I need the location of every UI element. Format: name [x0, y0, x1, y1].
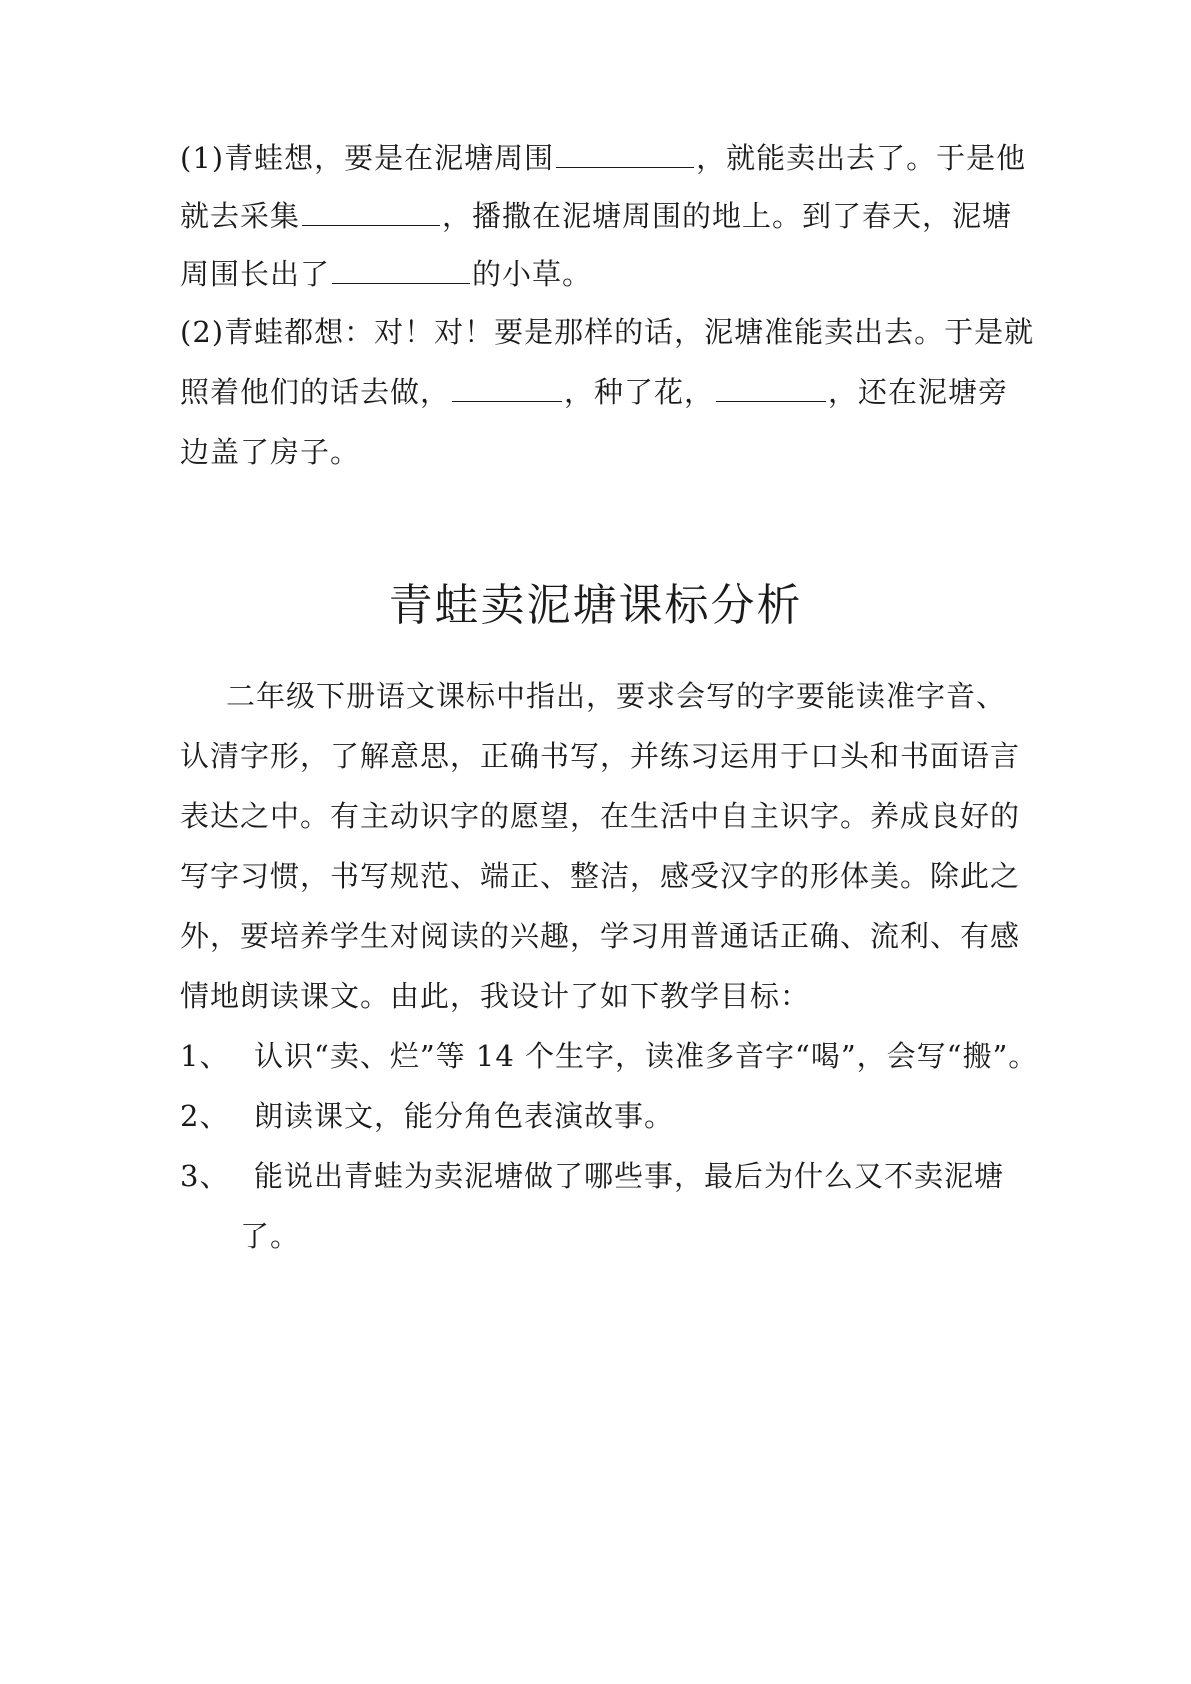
- analysis-line-5: 外，要培养学生对阅读的兴趣，学习用普通话正确、流利、有感: [180, 919, 1021, 953]
- q2-text-1: (2)青蛙都想：对！对！要是那样的话，泥塘准能卖出去。于是就: [180, 315, 1035, 349]
- answer-blank: [716, 373, 826, 402]
- q1-text-2b: ，播撒在泥塘周围的地上。到了春天，泥塘: [442, 199, 1013, 233]
- answer-blank: [302, 197, 440, 226]
- goal-number: 2、: [180, 1099, 230, 1133]
- goal-item-1: [180, 1036, 1039, 1076]
- q1-text-3a: 周围长出了: [180, 257, 331, 291]
- goal-text: 能说出青蛙为卖泥塘做了哪些事，最后为什么又不卖泥塘: [254, 1159, 1005, 1193]
- answer-blank: [332, 255, 470, 284]
- q2-text-3: 边盖了房子。: [180, 435, 361, 469]
- goal-item-3-continuation: 了。: [240, 1219, 301, 1253]
- section-title: 青蛙卖泥塘课标分析: [388, 580, 803, 631]
- q1-text-3b: 的小草。: [472, 257, 593, 291]
- goal-item-2: [180, 1096, 1020, 1136]
- q1-text-1b: ，就能卖出去了。于是他: [696, 141, 1027, 175]
- q2-text-2a: 照着他们的话去做，: [180, 375, 451, 409]
- q1-text-1a: (1)青蛙想，要是在泥塘周围: [180, 141, 555, 175]
- q1-line-2: [180, 196, 1020, 236]
- answer-blank: [452, 373, 562, 402]
- goal-item-3: [180, 1156, 1020, 1196]
- q1-line-3: [180, 254, 1020, 294]
- q2-line-1: [180, 312, 1035, 352]
- q2-line-2: [180, 372, 1020, 412]
- goal-number: 1、: [180, 1039, 230, 1073]
- q2-line-3: [180, 432, 1020, 472]
- q2-text-2c: ，还在泥塘旁: [828, 375, 1009, 409]
- analysis-line-2: 认清字形，了解意思，正确书写，并练习运用于口头和书面语言: [180, 739, 1021, 773]
- analysis-line-6: 情地朗读课文。由此，我设计了如下教学目标：: [180, 979, 811, 1013]
- goal-number: 3、: [180, 1159, 230, 1193]
- q1-text-2a: 就去采集: [180, 199, 301, 233]
- q1-line-1: [180, 138, 1027, 178]
- goal-text: 认识“卖、烂”等 14 个生字，读准多音字“喝”，会写“搬”。: [254, 1039, 1039, 1073]
- analysis-line-1: 二年级下册语文课标中指出，要求会写的字要能读准字音、: [226, 679, 1007, 713]
- goal-text: 朗读课文，能分角色表演故事。: [254, 1099, 675, 1133]
- analysis-line-3: 表达之中。有主动识字的愿望，在生活中自主识字。养成良好的: [180, 799, 1021, 833]
- analysis-line-4: 写字习惯，书写规范、端正、整洁，感受汉字的形体美。除此之: [180, 859, 1021, 893]
- answer-blank: [556, 139, 694, 168]
- q2-text-2b: ，种了花，: [564, 375, 715, 409]
